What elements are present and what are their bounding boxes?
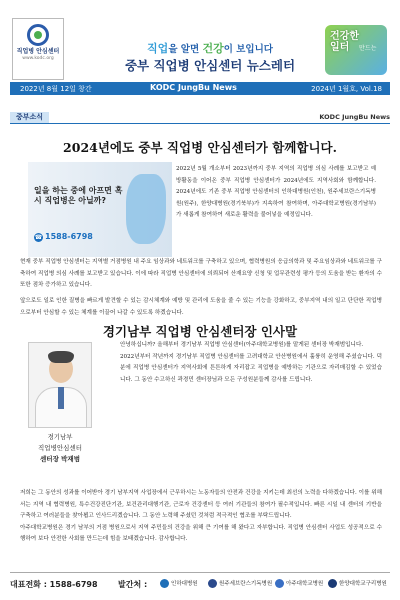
kodc-logo (12, 18, 64, 80)
article1-paragraph-3 (20, 296, 382, 319)
ajou-logo-icon (275, 579, 284, 588)
org-inha (160, 579, 198, 588)
org-hanyang-label: 한양대학교구리병원 (339, 581, 387, 587)
slogan-accent: 건강 (202, 42, 224, 55)
article2-body-full (20, 488, 382, 546)
promo-image (28, 162, 172, 257)
article1-title: 2024년에도 중부 직업병 안심센터가 함께합니다. (63, 140, 337, 155)
director-portrait (28, 342, 92, 428)
slogan-mid: 을 알면 (168, 44, 203, 55)
org-inha-label: 인하대병원 (171, 581, 198, 587)
caption-line3: 센터장 박재범 (40, 455, 80, 463)
slogan-suffix: 이 보입니다 (223, 44, 273, 55)
section-header (10, 112, 390, 124)
caption-line2: 직업병안심센터 (38, 444, 82, 452)
org-hanyang (328, 579, 387, 588)
section-tag: 중부소식 (10, 112, 49, 123)
korea-map-icon (126, 174, 166, 244)
promo-text: 일을 하는 중에 아프면 혹시 직업병은 아닐까? (34, 186, 123, 205)
footer-phone: 대표전화 : 1588-6798 (10, 580, 98, 589)
org-wonju-label: 원주세브란스기독병원 (219, 581, 273, 587)
slogan-prefix: 직업 (147, 42, 169, 55)
article1-p2-text: 현재 중부 직업병 안심센터는 지역별 거점병원 내 주요 임상과와 네트워크를 구축하고 있으며, 협력병원의 응급의학과 및 주요임상과와 네트워크를 구축하여 직업병 의심 사례를 보고받고 있습니다. 이에 따라 직업병 안심센터에 의뢰되어 산재요양 신청 및 업무관련성 평가 등의 도움을 받는 환자의 수 또한 점차 증가하고 있습니다. (20, 259, 382, 288)
newsletter-header (0, 0, 400, 82)
article2-p3: 저희는 그 동안의 성과를 이어받아 경기 남부지역 사업장에서 근무하시는 노동자들의 안전과 건강을 지키는데 최선의 노력을 다하겠습니다. 이를 위해서는 지역 내 협력병원, 특수건강진단기관, 보건관리대행기관, 근로자 건강센터 등 여러 기관들의 참여가 필수적입니다. 빠른 시일 내 센터의 기반을 구축하고 여러분들을 찾아뵙고 인사드리겠습니다. 그 동안 노력해 주셨던 것처럼 적극적인 협조를 부탁드립니다. (20, 490, 382, 519)
section-right-label: KODC JungBu News (319, 113, 390, 121)
art-sub: 만드는 (359, 45, 377, 52)
logo-url: www.kodc.org (22, 56, 54, 61)
issue-volume: 2024년 1월호, Vol.18 (311, 85, 382, 93)
logo-ring-icon (27, 24, 49, 46)
slogan (110, 40, 310, 56)
article1-p3-text: 앞으로도 일로 인한 질병을 빠르게 발견할 수 있는 감시체계와 예방 및 관리에 도움을 줄 수 있는 기능을 강화하고, 중부지역 내의 일고 단단한 직업병으로부터 안심할 수 있는 체계를 이끌어 나갈 수 있도록 하겠습니다. (20, 298, 382, 316)
org-wonju (208, 579, 272, 588)
healthy-workplace-art (325, 25, 387, 75)
article2-p1: 안녕하십니까? 올해부터 경기남부 직업병 안심센터(아주대학교병원)를 맡게된 센터장 박재범입니다. (120, 342, 364, 348)
article1-p1-text: 2022년 5월 개소부터 2023년까지 중부 지역의 직업병 의심 사례를 보고받고 예방활동을 이어온 중부 직업병 안심센터가 2024년에도 지역사회와 함께합니다. 2024년에도 기존 중부 직업병 안심센터의 인하대병원(인천), 원주세브란스기독병원(원주), 한양대병원(경기북부)가 지속하여 참여하며, 아주대학교병원(경기남부)가 새롭게 참여하여 새로운 활력을 불어넣을 예정입니다. (176, 166, 376, 218)
org-ajou (275, 579, 323, 588)
portrait-caption (20, 432, 100, 465)
caption-line1: 경기남부 (47, 433, 73, 441)
portrait-tie (58, 387, 64, 409)
logo-line2: 직업병 안심센터 (16, 48, 60, 55)
org-ajou-label: 아주대학교병원 (286, 581, 324, 587)
art-text: 건강한 일터 (330, 31, 359, 53)
article2-body-right (120, 340, 382, 386)
promo-phone (34, 232, 93, 242)
article1-paragraph-2 (20, 257, 382, 292)
hanyang-logo-icon (328, 579, 337, 588)
phone-icon: ☎ (34, 234, 43, 241)
footer (10, 572, 390, 594)
article2-title: 경기남부 직업병 안심센터장 인사말 (102, 324, 298, 339)
founding-date: 2022년 8월 12일 창간 (20, 85, 92, 93)
issue-band (10, 82, 390, 95)
article2-p2: 2022년부터 작년까지 경기남부 직업병 안심센터를 고려대학교 안산병원에서 훌륭히 운영해 주셨습니다. 덕분에 직업병 안심센터가 지역사회에 튼튼하게 자리잡고 직업병을 예방하는 기관으로 자리매김할 수 있었습니다. 그 동안 수고하신 곽경민 센터장님과 모든 구성원분들께 감사를 드립니다. (120, 353, 382, 383)
newsletter-title: 중부 직업병 안심센터 뉴스레터 (124, 58, 296, 73)
portrait-hair (48, 351, 74, 363)
wonju-logo-icon (208, 579, 217, 588)
newsletter-name: KODC JungBu News (150, 83, 237, 92)
article1-paragraph-1 (176, 164, 376, 222)
article2-p4: 아주대학교병원은 경기 남부의 거점 병원으로서 지역 주민들의 건강을 위해 큰 기여를 해 왔다고 자부합니다. 직업병 안심센터 사업도 성공적으로 수행하여 보다 안전한 사회를 만드는데 힘을 보태겠습니다. 감사합니다. (20, 524, 382, 542)
footer-publisher-label: 발간처 : (118, 580, 148, 589)
promo-phone-number: 1588-6798 (45, 232, 93, 241)
inha-logo-icon (160, 579, 169, 588)
